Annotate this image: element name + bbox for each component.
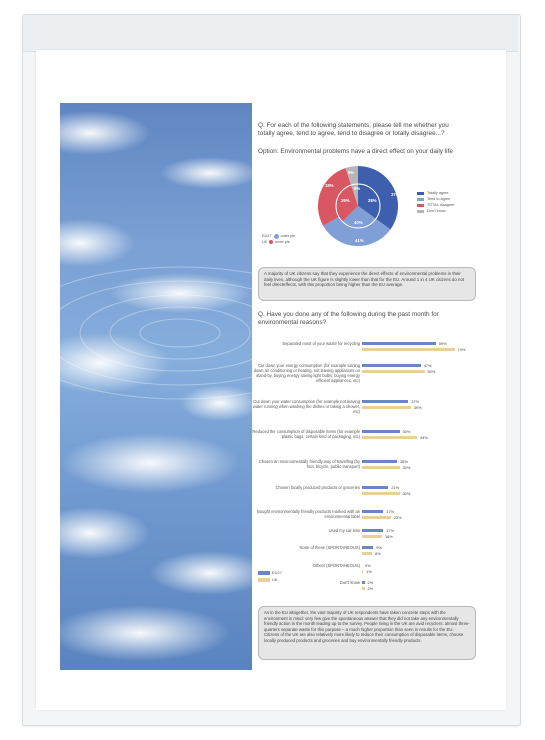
pie-key-outer: outer pie bbox=[280, 234, 296, 238]
bar-category-label: Chosen an environmentally friendly way of travelling (by foot, bicycle, public transport) bbox=[258, 459, 360, 469]
bar-category-label: Cut down your energy consumption (for example turning down air conditioning or heating, not leaving appliances on stand-by, buying energy saving light bulbs, buying energy efficient appliances, etc) bbox=[253, 363, 360, 383]
bar-value-label: 59% bbox=[438, 341, 447, 346]
bar-uk bbox=[362, 348, 455, 351]
bar-eu27 bbox=[362, 529, 383, 532]
bar-value-label: 17% bbox=[386, 509, 395, 514]
legend-dont-know: Don't know bbox=[427, 209, 446, 213]
bar-value-label: 23% bbox=[393, 515, 402, 520]
bar-uk bbox=[362, 466, 400, 469]
bar-category-label: Separated most of your waste for recycling bbox=[282, 341, 360, 346]
sky-water-photo bbox=[60, 103, 252, 670]
bar-value-label: 28% bbox=[400, 459, 408, 464]
bar-eu27 bbox=[362, 546, 373, 549]
bar-value-label: 2% bbox=[367, 586, 374, 591]
bar-eu27 bbox=[362, 460, 397, 463]
bar-legend bbox=[258, 569, 282, 583]
bar-uk bbox=[362, 436, 417, 439]
inner-value-2: 40% bbox=[354, 220, 363, 225]
inner-value-1: 28% bbox=[368, 198, 377, 203]
bar-value-label: 39% bbox=[413, 405, 422, 410]
bar-value-label: 16% bbox=[385, 534, 393, 539]
bar-legend-uk: UK bbox=[272, 577, 278, 582]
bar-category-label: None of these (SPONTANEOUS) bbox=[299, 545, 360, 550]
bar-legend-eu: EU27 bbox=[272, 570, 283, 575]
bar-category-label: Cut down your water consumption (for example not leaving water running when washing the dishes or taking a shower, etc) bbox=[252, 399, 360, 414]
bar-eu27 bbox=[362, 342, 436, 345]
donut-legend bbox=[417, 190, 454, 214]
inner-value-4: 5% bbox=[354, 186, 361, 191]
bar-value-label: 50% bbox=[427, 369, 436, 374]
callout-2: As in the EU altogether, the vast majority of UK respondents have taken concrete steps with the environment in mind: very few give the spontaneous answer that they did not take any environmentally friendly action in the month leading up to the survey. People living in the UK are avid recyclers: almost three- quarters separate waste for this purpose – a much higher proportion than seen in results for the EU. Citizens of the UK are also relatively more likely to reduce their consumption of disposable items, choose locally produced products and groceries and buy environmentally friendly products. bbox=[258, 606, 476, 660]
bar-value-label: 0% bbox=[365, 563, 371, 568]
bar-value-label: 30% bbox=[402, 491, 411, 496]
agreement-donut-chart bbox=[305, 164, 411, 248]
bar-uk bbox=[362, 516, 391, 519]
bar-category-label: Bought environmentally friendly products marked with an environmental label bbox=[257, 509, 360, 519]
bar-value-label: 74% bbox=[457, 347, 466, 352]
bar-category-label: Chosen locally produced products or groceries bbox=[275, 485, 360, 490]
bar-category-label: Don't know bbox=[339, 580, 360, 585]
pie-key bbox=[262, 233, 295, 245]
legend-tend-agree: Tend to agree bbox=[427, 197, 451, 201]
bar-uk bbox=[362, 492, 400, 495]
outer-value-2: 41% bbox=[355, 238, 364, 243]
bar-eu27 bbox=[362, 486, 388, 489]
bar-eu27 bbox=[362, 400, 408, 403]
bar-value-label: 21% bbox=[391, 485, 400, 490]
bar-value-label: 30% bbox=[402, 429, 411, 434]
pie-key-inner: inner pie bbox=[275, 240, 290, 244]
bar-value-label: 17% bbox=[386, 528, 395, 533]
pie-key-eu: EU27 bbox=[262, 234, 272, 238]
outer-value-1: 37% bbox=[391, 192, 400, 197]
outer-value-4: 5% bbox=[348, 170, 355, 175]
bar-eu27 bbox=[362, 581, 365, 584]
bar-uk bbox=[362, 370, 425, 373]
bar-uk bbox=[362, 570, 363, 573]
question-2: Q. Have you done any of the following during the past month for environmental reasons? bbox=[258, 311, 439, 326]
bar-eu27 bbox=[362, 364, 421, 367]
bar-eu27 bbox=[362, 510, 383, 513]
bar-category-label: Others (SPONTANEOUS) bbox=[312, 563, 360, 568]
bar-eu27 bbox=[362, 430, 400, 433]
bar-value-label: 37% bbox=[411, 399, 420, 404]
callout-1: A majority of UK citizens say that they experience the direct effects of environmental problems in their daily lives, although the UK figure is slightly lower than that for the EU. Around 1 in 4 UK citizens do not feel directeffects, with this proportion being higher than the EU average. bbox=[258, 267, 476, 301]
bar-category-label: Used my car less bbox=[328, 528, 360, 533]
bar-value-label: 44% bbox=[420, 435, 428, 440]
bar-uk bbox=[362, 535, 382, 538]
bar-value-label: 2% bbox=[367, 580, 374, 585]
option-statement: Option: Environmental problems have a direct effect on your daily life bbox=[258, 148, 453, 155]
outer-value-3: 18% bbox=[325, 183, 334, 188]
inner-value-3: 26% bbox=[341, 198, 350, 203]
bar-uk bbox=[362, 552, 372, 555]
bar-value-label: 1% bbox=[366, 569, 372, 574]
bar-value-label: 9% bbox=[376, 545, 382, 550]
bar-value-label: 47% bbox=[423, 363, 432, 368]
bar-category-label: Reduced the consumption of disposable items (for example plastic bags, certain kind of packaging, etc) bbox=[252, 429, 360, 439]
bar-value-label: 30% bbox=[402, 465, 411, 470]
bar-value-label: 8% bbox=[375, 551, 381, 556]
bar-uk bbox=[362, 587, 365, 590]
pie-key-uk: UK bbox=[262, 240, 268, 244]
bar-uk bbox=[362, 406, 411, 409]
sleeve-opening bbox=[23, 15, 518, 52]
legend-total-disagree: TOTAL disagree bbox=[427, 203, 455, 207]
legend-totally-agree: Totally agree bbox=[427, 191, 449, 195]
question-1: Q. For each of the following statements, please tell me whether you totally agree, tend to agree, tend to disagree or totally disagree...? bbox=[258, 122, 449, 137]
